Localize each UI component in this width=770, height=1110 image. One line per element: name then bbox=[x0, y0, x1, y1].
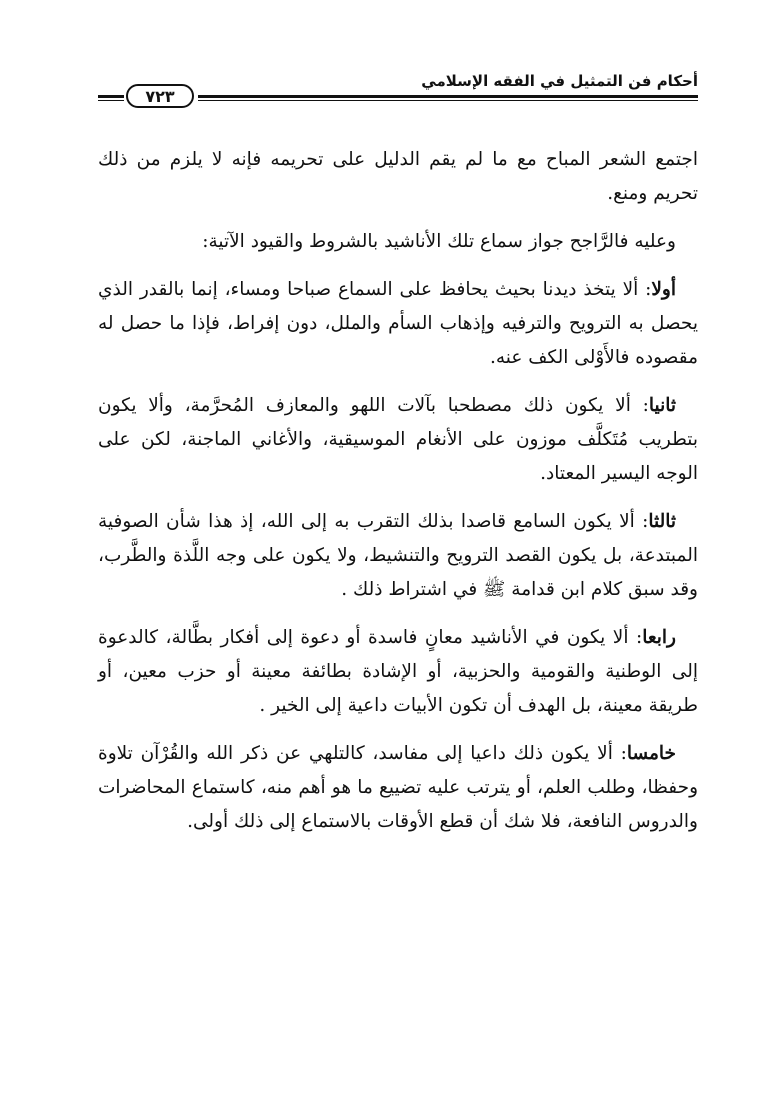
condition-4-label: رابعا bbox=[642, 627, 676, 648]
condition-1-label: أولا bbox=[651, 279, 676, 300]
condition-4-text: : ألا يكون في الأناشيد معانٍ فاسدة أو دعوة إلى أفكار بطَّالة، كالدعوة إلى الوطنية والقومية والحزبية، أو الإشادة بطائفة معينة أو حزب معين، أو طريقة معينة، بل الهدف أن تكون الأبيات داعية إلى الخير . bbox=[98, 627, 698, 716]
condition-5-text: : ألا يكون ذلك داعيا إلى مفاسد، كالتلهي عن ذكر الله والقُرْآن تلاوة وحفظا، وطلب العلم، أو يترتب عليه تضييع ما هو أهم منه، كاستماع المحاضرات والدروس النافعة، فلا شك أن قطع الأوقات بالاستماع إلى ذلك أولى. bbox=[98, 743, 698, 832]
paragraph-condition-1 bbox=[98, 273, 698, 375]
condition-5-label: خامسا bbox=[626, 743, 676, 764]
page-number: ٧٢٣ bbox=[126, 84, 194, 108]
header-rule-right bbox=[198, 95, 698, 101]
running-title: أحكام فن التمثيل في الفقه الإسلامي bbox=[421, 72, 698, 90]
paragraph-condition-3 bbox=[98, 505, 698, 607]
condition-3-label: ثالثا bbox=[648, 511, 676, 532]
condition-2-text: : ألا يكون ذلك مصطحبا بآلات اللهو والمعازف المُحرَّمة، وألا يكون بتطريب مُتَكلَّف موزون على الأنغام الموسيقية، والأغاني الماجنة، لكن على الوجه اليسير المعتاد. bbox=[98, 395, 698, 484]
paragraph-intro: اجتمع الشعر المباح مع ما لم يقم الدليل على تحريمه فإنه لا يلزم من ذلك تحريم ومنع. bbox=[98, 149, 698, 204]
condition-1-text: : ألا يتخذ ديدنا بحيث يحافظ على السماع صباحا ومساء، إنما بالقدر الذي يحصل به الترويح والترفيه وإذهاب السأم والملل، دون إفراط، فإذا ما حصل له مقصوده فالأَوْلى الكف عنه. bbox=[98, 279, 698, 368]
paragraph-condition-4 bbox=[98, 621, 698, 723]
condition-3-text: : ألا يكون السامع قاصدا بذلك التقرب به إلى الله، إذ هذا شأن الصوفية المبتدعة، بل يكون القصد الترويح والتنشيط، ولا يكون على وجه اللَّذة والطَّرب، وقد سبق كلام ابن قدامة ﷺ في اشتراط ذلك . bbox=[98, 511, 698, 600]
condition-2-label: ثانيا bbox=[648, 395, 676, 416]
paragraph-condition-5 bbox=[98, 737, 698, 839]
paragraph-conditions-intro: وعليه فالرَّاجح جواز سماع تلك الأناشيد بالشروط والقيود الآتية: bbox=[202, 231, 676, 252]
header-rule-left bbox=[98, 95, 124, 101]
paragraph-condition-2 bbox=[98, 389, 698, 491]
page-body bbox=[98, 143, 698, 853]
page-header bbox=[98, 66, 698, 112]
